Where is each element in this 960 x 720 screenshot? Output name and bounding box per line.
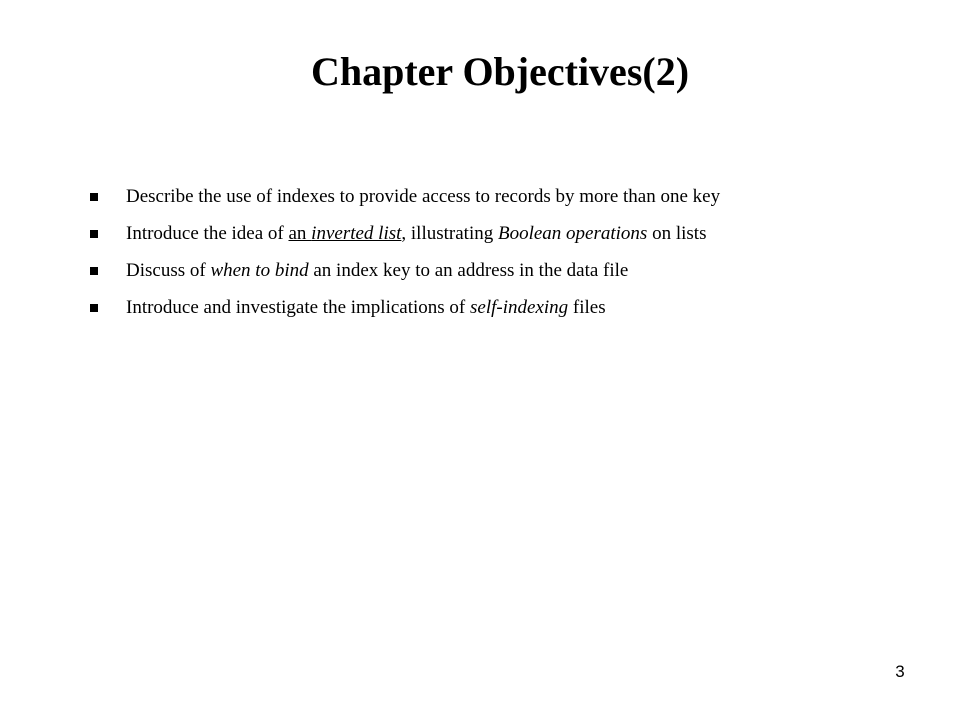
objective-text	[126, 260, 628, 281]
slide-title: Chapter Objectives(2)	[310, 49, 690, 94]
objective-segment: files	[568, 297, 606, 318]
objective-item	[90, 255, 930, 292]
page-number: 3	[895, 662, 905, 681]
objective-segment-italic-underlined: inverted list	[311, 223, 402, 244]
objective-segment: Introduce and investigate the implications of	[126, 297, 471, 318]
objective-segment: on lists	[647, 223, 707, 244]
objective-text	[126, 297, 606, 318]
objective-segment: , illustrating	[401, 223, 498, 244]
objective-segment-underlined: an	[288, 223, 312, 244]
objective-text	[126, 223, 706, 244]
objective-segment: Introduce the idea of	[126, 223, 289, 244]
square-bullet-icon	[90, 304, 98, 312]
objectives-list	[90, 181, 930, 329]
square-bullet-icon	[90, 267, 98, 275]
objective-segment-italic: when to bind	[210, 260, 309, 281]
objective-segment: an index key to an address in the data file	[308, 260, 629, 281]
objective-segment: Describe the use of indexes to provide access to records by more than one key	[126, 186, 721, 207]
objective-segment-italic: Boolean operations	[497, 223, 648, 244]
objective-item	[90, 292, 930, 329]
objective-segment-italic: self-indexing	[470, 297, 569, 318]
square-bullet-icon	[90, 193, 98, 201]
objective-text	[126, 186, 720, 207]
objective-item	[90, 181, 930, 218]
objective-item	[90, 218, 930, 255]
objective-segment: Discuss of	[126, 260, 211, 281]
square-bullet-icon	[90, 230, 98, 238]
